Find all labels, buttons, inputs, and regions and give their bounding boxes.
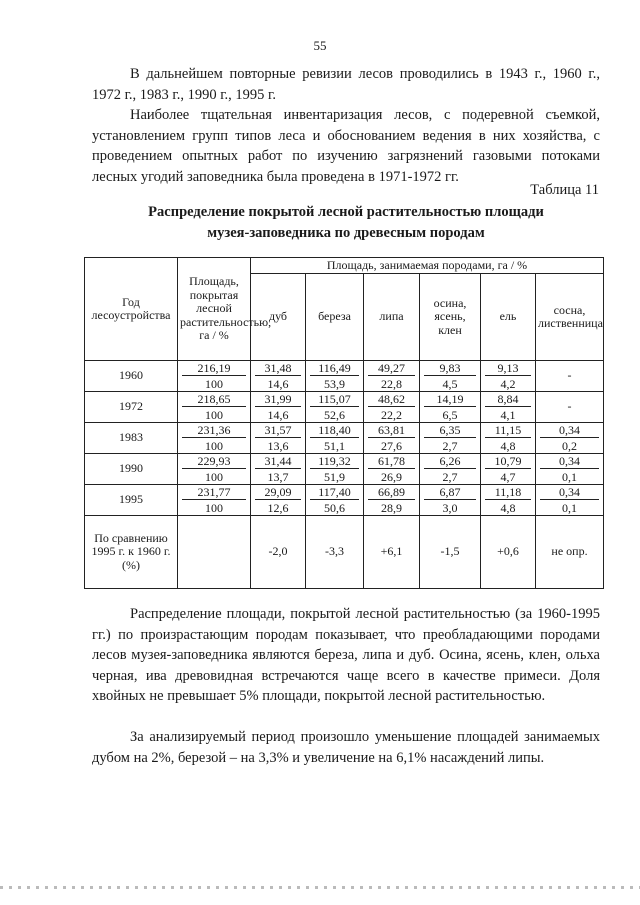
species-ha-cell-value: 6,26 <box>424 454 476 469</box>
table-title-line: Распределение покрытой лесной растительностью площади <box>148 204 544 220</box>
species-ha-cell-value: 9,13 <box>485 361 531 376</box>
area-ha-cell-value: 218,65 <box>182 392 246 407</box>
species-pct-cell: 51,1 <box>306 438 364 454</box>
species-pct-cell: 12,6 <box>251 500 306 516</box>
species-ha-cell <box>420 485 481 501</box>
species-ha-cell-value: 14,19 <box>424 392 476 407</box>
species-ha-cell <box>536 423 604 439</box>
species-ha-cell-value: 6,87 <box>424 485 476 500</box>
species-pct-cell: 27,6 <box>364 438 420 454</box>
species-ha-cell-value: 115,07 <box>310 392 359 407</box>
area-ha-cell-value: 231,77 <box>182 485 246 500</box>
table-label: Таблица 11 <box>530 182 599 198</box>
table-row <box>85 423 604 439</box>
species-pct-cell: 4,2 <box>481 376 536 392</box>
species-pct-cell: 53,9 <box>306 376 364 392</box>
species-pct-cell: 0,1 <box>536 469 604 485</box>
species-ha-cell <box>251 454 306 470</box>
species-ha-cell <box>306 485 364 501</box>
paragraph-inventory <box>92 105 600 187</box>
species-pct-cell: 4,8 <box>481 438 536 454</box>
species-ha-cell-value: 0,34 <box>540 423 599 438</box>
species-ha-cell-value: 31,48 <box>255 361 301 376</box>
area-ha-cell-value: 216,19 <box>182 361 246 376</box>
species-ha-cell <box>364 423 420 439</box>
header-year: Год лесоустройства <box>85 258 178 361</box>
species-pct-cell: 2,7 <box>420 438 481 454</box>
comparison-value: +6,1 <box>364 516 420 589</box>
header-species-area: Площадь, занимаемая породами, га / % <box>251 258 604 274</box>
header-spruce: ель <box>481 274 536 361</box>
year-cell: 1983 <box>85 423 178 454</box>
species-distribution-table <box>84 257 604 589</box>
paragraph-revisions <box>92 64 600 105</box>
header-birch: береза <box>306 274 364 361</box>
species-pct-cell: 26,9 <box>364 469 420 485</box>
species-ha-cell <box>481 454 536 470</box>
area-ha-cell <box>178 361 251 377</box>
species-ha-cell <box>306 392 364 408</box>
header-oak: дуб <box>251 274 306 361</box>
species-ha-cell-value: 48,62 <box>368 392 415 407</box>
species-ha-cell-value: 11,15 <box>485 423 531 438</box>
species-pct-cell: 2,7 <box>420 469 481 485</box>
area-pct-cell: 100 <box>178 500 251 516</box>
species-pct-cell: 4,8 <box>481 500 536 516</box>
scan-artifact-line <box>0 886 640 889</box>
species-pct-cell: 4,5 <box>420 376 481 392</box>
species-ha-cell <box>364 361 420 377</box>
header-forest-area: Площадь, покрытая лесной растительностью, га / % <box>178 258 251 361</box>
species-pct-cell: 22,8 <box>364 376 420 392</box>
species-ha-cell-value: 6,35 <box>424 423 476 438</box>
table-title <box>92 202 600 244</box>
species-ha-cell-value: 10,79 <box>485 454 531 469</box>
species-ha-cell-value: 9,83 <box>424 361 476 376</box>
empty-value-cell: - <box>536 392 604 423</box>
species-ha-cell-value: 0,34 <box>540 485 599 500</box>
species-ha-cell-value: 31,44 <box>255 454 301 469</box>
paragraph-text: За анализируемый период произошло уменьшение площадей занимаемых дубом на 2%, березой – на 3,3% и увеличение на 6,1% насаждений липы. <box>92 729 600 766</box>
species-ha-cell <box>251 423 306 439</box>
year-cell: 1972 <box>85 392 178 423</box>
year-cell: 1995 <box>85 485 178 516</box>
table-title-line: музея-заповедника по древесным породам <box>207 225 485 241</box>
species-pct-cell: 51,9 <box>306 469 364 485</box>
header-aspen-ash-maple: осина, ясень, клен <box>420 274 481 361</box>
area-pct-cell: 100 <box>178 469 251 485</box>
species-pct-cell: 4,7 <box>481 469 536 485</box>
table-row <box>85 361 604 377</box>
species-pct-cell: 6,5 <box>420 407 481 423</box>
species-pct-cell: 14,6 <box>251 407 306 423</box>
comparison-value: -1,5 <box>420 516 481 589</box>
species-pct-cell: 0,1 <box>536 500 604 516</box>
header-linden: липа <box>364 274 420 361</box>
species-ha-cell-value: 0,34 <box>540 454 599 469</box>
comparison-value: +0,6 <box>481 516 536 589</box>
table-row <box>85 454 604 470</box>
species-ha-cell-value: 11,18 <box>485 485 531 500</box>
species-ha-cell <box>481 361 536 377</box>
species-ha-cell <box>481 423 536 439</box>
area-ha-cell <box>178 423 251 439</box>
species-ha-cell <box>420 454 481 470</box>
species-pct-cell: 50,6 <box>306 500 364 516</box>
species-ha-cell-value: 119,32 <box>310 454 359 469</box>
species-ha-cell <box>481 485 536 501</box>
species-pct-cell: 22,2 <box>364 407 420 423</box>
table-row <box>85 392 604 408</box>
species-ha-cell-value: 117,40 <box>310 485 359 500</box>
species-ha-cell-value: 8,84 <box>485 392 531 407</box>
comparison-value: не опр. <box>536 516 604 589</box>
area-pct-cell: 100 <box>178 438 251 454</box>
species-ha-cell <box>251 392 306 408</box>
empty-value-cell: - <box>536 361 604 392</box>
species-pct-cell: 4,1 <box>481 407 536 423</box>
species-ha-cell <box>251 361 306 377</box>
species-ha-cell <box>420 423 481 439</box>
species-ha-cell-value: 61,78 <box>368 454 415 469</box>
species-pct-cell: 3,0 <box>420 500 481 516</box>
species-ha-cell <box>420 361 481 377</box>
species-ha-cell <box>536 485 604 501</box>
species-ha-cell-value: 31,99 <box>255 392 301 407</box>
species-pct-cell: 0,2 <box>536 438 604 454</box>
year-cell: 1990 <box>85 454 178 485</box>
species-ha-cell <box>306 361 364 377</box>
year-cell: 1960 <box>85 361 178 392</box>
area-ha-cell <box>178 485 251 501</box>
species-ha-cell-value: 63,81 <box>368 423 415 438</box>
species-ha-cell <box>420 392 481 408</box>
species-ha-cell <box>364 392 420 408</box>
species-pct-cell: 28,9 <box>364 500 420 516</box>
header-pine-larch: сосна, лиственница <box>536 274 604 361</box>
species-pct-cell: 13,7 <box>251 469 306 485</box>
species-ha-cell <box>364 485 420 501</box>
species-pct-cell: 52,6 <box>306 407 364 423</box>
species-ha-cell <box>251 485 306 501</box>
species-ha-cell <box>306 423 364 439</box>
comparison-empty-cell <box>178 516 251 589</box>
page-number: 55 <box>313 38 327 53</box>
area-ha-cell-value: 229,93 <box>182 454 246 469</box>
species-ha-cell-value: 118,40 <box>310 423 359 438</box>
species-ha-cell <box>364 454 420 470</box>
species-pct-cell: 13,6 <box>251 438 306 454</box>
area-ha-cell <box>178 454 251 470</box>
species-ha-cell <box>536 454 604 470</box>
species-ha-cell-value: 31,57 <box>255 423 301 438</box>
paragraph-text: Наиболее тщательная инвентаризация лесов, с подеревной съемкой, установлением групп типов леса и обоснованием ведения в них хозяйства, с проведением опытных работ по изучению загрязнений газовыми потоками лесных угодий заповедника была проведена в 1971-1972 гг. <box>92 107 600 185</box>
area-pct-cell: 100 <box>178 376 251 392</box>
comparison-value: -3,3 <box>306 516 364 589</box>
species-pct-cell: 14,6 <box>251 376 306 392</box>
table-row <box>85 485 604 501</box>
area-pct-cell: 100 <box>178 407 251 423</box>
species-ha-cell <box>306 454 364 470</box>
paragraph-text: В дальнейшем повторные ревизии лесов проводились в 1943 г., 1960 г., 1972 г., 1983 г., 1990 г., 1995 г. <box>92 66 600 103</box>
species-ha-cell-value: 116,49 <box>310 361 359 376</box>
paragraph-conclusion <box>92 727 600 768</box>
species-ha-cell-value: 29,09 <box>255 485 301 500</box>
area-ha-cell-value: 231,36 <box>182 423 246 438</box>
comparison-row <box>85 516 604 589</box>
paragraph-analysis <box>92 604 600 707</box>
comparison-value: -2,0 <box>251 516 306 589</box>
paragraph-text: Распределение площади, покрытой лесной растительностью (за 1960-1995 гг.) по произрастающим породам показывает, что преобладающими породами лесов музея-заповедника являются береза, липа и дуб. Осина, ясень, клен, ольха черная, ива древовидная встречаются чаще всего в качестве примеси. Доля хвойных не превышает 5% площади, покрытой лесной растительностью. <box>92 606 600 704</box>
area-ha-cell <box>178 392 251 408</box>
species-ha-cell-value: 66,89 <box>368 485 415 500</box>
species-ha-cell <box>481 392 536 408</box>
species-ha-cell-value: 49,27 <box>368 361 415 376</box>
comparison-label: По сравнению 1995 г. к 1960 г.(%) <box>85 516 178 589</box>
